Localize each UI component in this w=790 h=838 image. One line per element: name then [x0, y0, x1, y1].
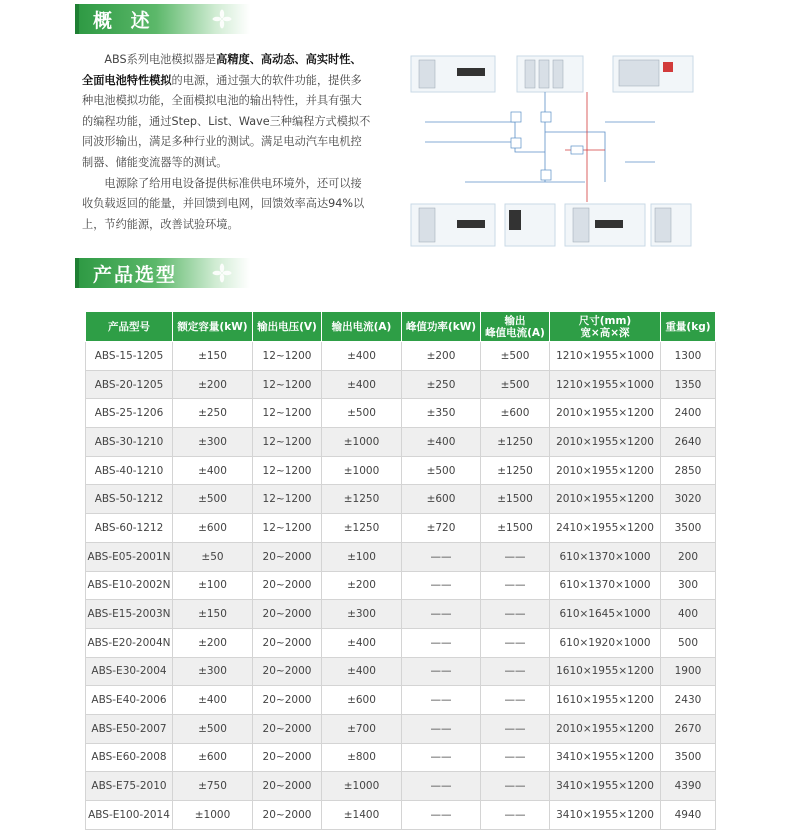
table-cell: —— — [402, 743, 481, 772]
table-cell: 20~2000 — [253, 743, 322, 772]
model-cell: ABS-25-1206 — [86, 399, 173, 428]
model-cell: ABS-E50-2007 — [86, 714, 173, 743]
model-cell: ABS-E30-2004 — [86, 657, 173, 686]
table-cell: ±1000 — [322, 456, 402, 485]
table-cell: ±600 — [173, 743, 253, 772]
table-cell: ±100 — [322, 542, 402, 571]
table-cell: 1210×1955×1000 — [550, 342, 661, 371]
table-cell: 12~1200 — [253, 485, 322, 514]
model-cell: ABS-E20-2004N — [86, 628, 173, 657]
overview-highlight: 高精度、高动态、高实时性、全面电池特性模拟 — [82, 53, 362, 87]
diagram-node — [511, 112, 583, 180]
table-cell: —— — [481, 714, 550, 743]
model-cell: ABS-E15-2003N — [86, 600, 173, 629]
table-cell: 2670 — [661, 714, 716, 743]
table-cell: 3020 — [661, 485, 716, 514]
table-cell: ±1250 — [481, 456, 550, 485]
table-cell: ±1250 — [322, 514, 402, 543]
overview-section-header — [75, 4, 250, 34]
table-row — [86, 571, 716, 600]
table-cell: 2850 — [661, 456, 716, 485]
model-cell: ABS-30-1210 — [86, 428, 173, 457]
product-spec-table — [85, 311, 716, 830]
table-header-cell: 峰值功率(kW) — [402, 312, 481, 342]
table-cell: ±400 — [173, 686, 253, 715]
model-cell: ABS-E10-2002N — [86, 571, 173, 600]
table-cell: —— — [481, 542, 550, 571]
table-cell: 1610×1955×1200 — [550, 657, 661, 686]
table-cell: 2010×1955×1200 — [550, 485, 661, 514]
table-cell: —— — [481, 628, 550, 657]
table-cell: 12~1200 — [253, 399, 322, 428]
table-cell: ±600 — [173, 514, 253, 543]
table-cell: 20~2000 — [253, 657, 322, 686]
table-cell: —— — [402, 571, 481, 600]
table-cell: —— — [402, 628, 481, 657]
table-cell: ±400 — [322, 342, 402, 371]
table-cell: 2010×1955×1200 — [550, 456, 661, 485]
table-cell: —— — [402, 772, 481, 801]
table-cell: 3500 — [661, 514, 716, 543]
table-cell: ±800 — [322, 743, 402, 772]
leaf-decoration-icon — [212, 263, 232, 283]
table-row — [86, 600, 716, 629]
model-cell: ABS-E75-2010 — [86, 772, 173, 801]
table-cell: 610×1920×1000 — [550, 628, 661, 657]
model-cell: ABS-E60-2008 — [86, 743, 173, 772]
table-row — [86, 342, 716, 371]
table-cell: 400 — [661, 600, 716, 629]
table-cell: ±1400 — [322, 801, 402, 830]
table-cell: ±600 — [481, 399, 550, 428]
table-cell: 20~2000 — [253, 571, 322, 600]
table-cell: —— — [481, 686, 550, 715]
table-cell: ±1500 — [481, 485, 550, 514]
table-cell: 2640 — [661, 428, 716, 457]
selection-section-header — [75, 258, 250, 288]
table-cell: 20~2000 — [253, 772, 322, 801]
table-cell: ±200 — [173, 370, 253, 399]
table-cell: ±400 — [402, 428, 481, 457]
table-cell: ±600 — [402, 485, 481, 514]
system-topology-diagram — [405, 52, 697, 250]
table-row — [86, 456, 716, 485]
table-cell: 1210×1955×1000 — [550, 370, 661, 399]
table-cell: ±400 — [322, 628, 402, 657]
table-cell: ±600 — [322, 686, 402, 715]
table-cell: —— — [402, 657, 481, 686]
table-cell: 20~2000 — [253, 600, 322, 629]
table-cell: ±200 — [402, 342, 481, 371]
table-cell: ±400 — [322, 657, 402, 686]
table-header-cell: 产品型号 — [86, 312, 173, 342]
table-cell: —— — [402, 714, 481, 743]
table-row — [86, 743, 716, 772]
table-row — [86, 686, 716, 715]
table-cell: ±1250 — [481, 428, 550, 457]
table-cell: ±1250 — [322, 485, 402, 514]
diagram-red-marker — [663, 62, 673, 72]
selection-title: 产品选型 — [93, 263, 178, 286]
table-cell: 20~2000 — [253, 542, 322, 571]
table-cell: ±150 — [173, 342, 253, 371]
table-header-cell: 输出 峰值电流(A) — [481, 312, 550, 342]
table-cell: 3500 — [661, 743, 716, 772]
model-cell: ABS-60-1212 — [86, 514, 173, 543]
table-cell: ±150 — [173, 600, 253, 629]
table-header-row — [86, 312, 716, 342]
table-cell: —— — [402, 801, 481, 830]
table-cell: ±1000 — [322, 772, 402, 801]
table-cell: 2430 — [661, 686, 716, 715]
table-cell: ±500 — [322, 399, 402, 428]
table-cell: —— — [481, 772, 550, 801]
table-cell: ±1000 — [173, 801, 253, 830]
table-cell: ±500 — [402, 456, 481, 485]
table-cell: ±200 — [322, 571, 402, 600]
table-cell: ±250 — [402, 370, 481, 399]
table-cell: ±700 — [322, 714, 402, 743]
table-cell: 12~1200 — [253, 342, 322, 371]
overview-text — [82, 50, 372, 235]
table-cell: 12~1200 — [253, 514, 322, 543]
table-cell: 610×1645×1000 — [550, 600, 661, 629]
model-cell: ABS-40-1210 — [86, 456, 173, 485]
table-cell: —— — [402, 600, 481, 629]
table-cell: —— — [402, 542, 481, 571]
table-row — [86, 628, 716, 657]
table-cell: ±100 — [173, 571, 253, 600]
table-cell: 4940 — [661, 801, 716, 830]
diagram-connection-lines — [425, 92, 655, 182]
table-header-cell: 输出电压(V) — [253, 312, 322, 342]
table-cell: 2400 — [661, 399, 716, 428]
table-cell: ±400 — [322, 370, 402, 399]
table-cell: 2410×1955×1200 — [550, 514, 661, 543]
table-row — [86, 657, 716, 686]
table-row — [86, 399, 716, 428]
table-cell: 1300 — [661, 342, 716, 371]
table-cell: 20~2000 — [253, 686, 322, 715]
table-cell: 500 — [661, 628, 716, 657]
table-cell: ±500 — [481, 342, 550, 371]
leaf-decoration-icon — [212, 9, 232, 29]
table-cell: —— — [402, 686, 481, 715]
table-row — [86, 714, 716, 743]
table-cell: —— — [481, 600, 550, 629]
table-body — [86, 342, 716, 830]
table-row — [86, 542, 716, 571]
table-cell: 610×1370×1000 — [550, 571, 661, 600]
table-cell: ±300 — [173, 428, 253, 457]
table-cell: —— — [481, 571, 550, 600]
table-cell: —— — [481, 743, 550, 772]
table-cell: 12~1200 — [253, 456, 322, 485]
table-cell: ±400 — [173, 456, 253, 485]
table-row — [86, 485, 716, 514]
table-cell: 3410×1955×1200 — [550, 743, 661, 772]
model-cell: ABS-E40-2006 — [86, 686, 173, 715]
table-row — [86, 514, 716, 543]
table-header-cell: 输出电流(A) — [322, 312, 402, 342]
table-cell: 20~2000 — [253, 628, 322, 657]
table-cell: ±300 — [173, 657, 253, 686]
table-cell: 300 — [661, 571, 716, 600]
overview-paragraph-1: ABS系列电池模拟器是高精度、高动态、高实时性、全面电池特性模拟的电源，通过强大的软件功能，提供多种电池模拟功能，全面模拟电池的输出特性，并具有强大的编程功能，通过Step、List、Wave三种编程方式模拟不同波形输出，满足多种行业的测试。满足电动汽车电机控制器、储能变流器等的测试。 — [82, 53, 371, 169]
table-cell: ±350 — [402, 399, 481, 428]
table-cell: ±250 — [173, 399, 253, 428]
table-cell: 20~2000 — [253, 714, 322, 743]
table-cell: 1350 — [661, 370, 716, 399]
model-cell: ABS-15-1205 — [86, 342, 173, 371]
table-cell: 1610×1955×1200 — [550, 686, 661, 715]
table-cell: ±200 — [173, 628, 253, 657]
table-cell: 1900 — [661, 657, 716, 686]
table-cell: ±500 — [173, 485, 253, 514]
table-cell: 12~1200 — [253, 428, 322, 457]
table-row — [86, 772, 716, 801]
table-cell: ±50 — [173, 542, 253, 571]
model-cell: ABS-E100-2014 — [86, 801, 173, 830]
table-cell: 2010×1955×1200 — [550, 428, 661, 457]
table-row — [86, 801, 716, 830]
table-header-cell: 重量(kg) — [661, 312, 716, 342]
overview-paragraph-2: 电源除了给用电设备提供标准供电环境外，还可以接收负载返回的能量，并回馈到电网，回馈效率高达94%以上，节约能源，改善试验环境。 — [82, 176, 365, 231]
table-cell: 3410×1955×1200 — [550, 801, 661, 830]
table-row — [86, 428, 716, 457]
table-cell: 4390 — [661, 772, 716, 801]
table-cell: 610×1370×1000 — [550, 542, 661, 571]
table-cell: 20~2000 — [253, 801, 322, 830]
model-cell: ABS-E05-2001N — [86, 542, 173, 571]
table-header-cell: 额定容量(kW) — [173, 312, 253, 342]
table-cell: 3410×1955×1200 — [550, 772, 661, 801]
table-cell: —— — [481, 801, 550, 830]
table-cell: ±1500 — [481, 514, 550, 543]
table-cell: ±720 — [402, 514, 481, 543]
table-cell: ±1000 — [322, 428, 402, 457]
table-cell: ±750 — [173, 772, 253, 801]
table-cell: ±500 — [173, 714, 253, 743]
table-cell: ±500 — [481, 370, 550, 399]
overview-title: 概 述 — [93, 9, 156, 32]
table-cell: 2010×1955×1200 — [550, 399, 661, 428]
model-cell: ABS-20-1205 — [86, 370, 173, 399]
table-cell: 200 — [661, 542, 716, 571]
table-cell: —— — [481, 657, 550, 686]
table-row — [86, 370, 716, 399]
table-cell: 12~1200 — [253, 370, 322, 399]
table-cell: 2010×1955×1200 — [550, 714, 661, 743]
table-header-cell: 尺寸(mm) 宽×高×深 — [550, 312, 661, 342]
table-cell: ±300 — [322, 600, 402, 629]
model-cell: ABS-50-1212 — [86, 485, 173, 514]
